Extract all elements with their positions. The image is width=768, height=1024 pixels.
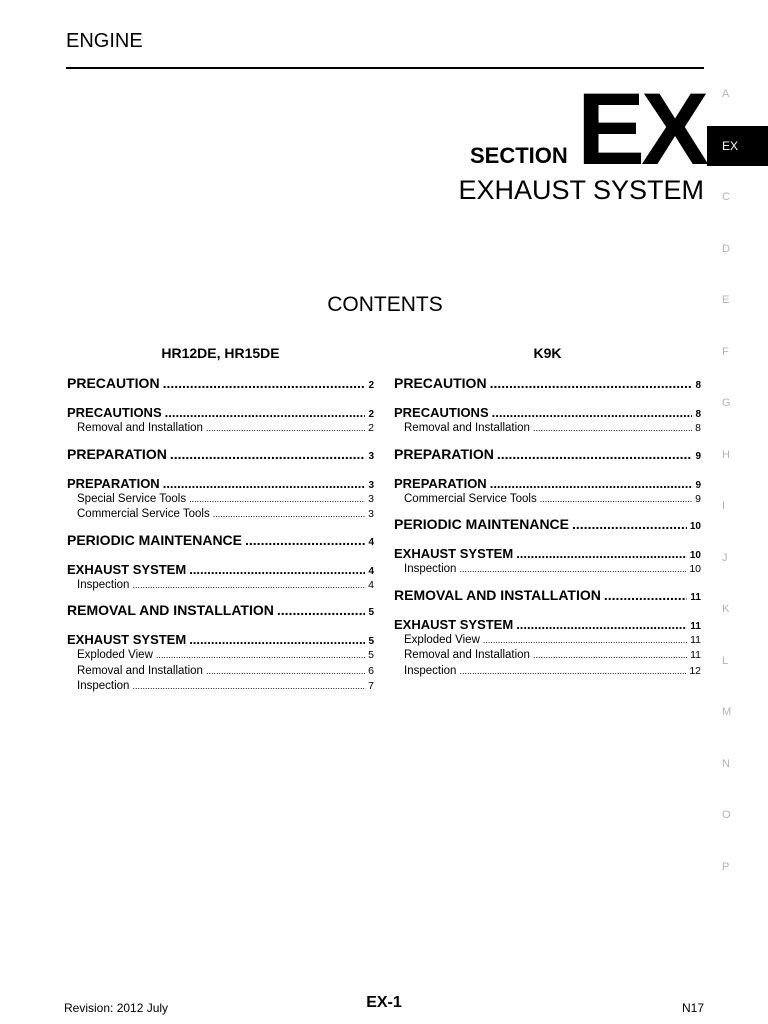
toc-entry-page: 9 <box>695 479 701 491</box>
section-code: EX <box>577 72 706 186</box>
dot-leader <box>206 421 365 437</box>
toc-entry[interactable] <box>394 514 701 535</box>
dot-leader <box>492 404 693 421</box>
toc-entry[interactable] <box>67 421 374 437</box>
header-rule <box>66 67 704 69</box>
toc-entry-page: 8 <box>695 409 701 420</box>
toc-entry-title: REMOVAL AND INSTALLATION <box>394 586 601 603</box>
index-tab-g[interactable]: G <box>722 397 731 409</box>
toc-entry-title: EXHAUST SYSTEM <box>67 561 187 577</box>
dot-leader <box>189 631 365 648</box>
toc-entry-page: 2 <box>368 380 374 391</box>
toc-entry-title: Inspection <box>404 563 457 575</box>
section-label: SECTION <box>470 143 568 168</box>
toc-entry-page: 10 <box>689 550 701 561</box>
toc-entry[interactable] <box>67 404 374 421</box>
index-tab-j[interactable]: J <box>722 551 728 564</box>
index-tab-o[interactable]: O <box>722 809 731 821</box>
section-name: EXHAUST SYSTEM <box>458 175 704 205</box>
index-tab-n[interactable]: N <box>722 757 730 770</box>
toc-entry-page: 5 <box>368 649 374 661</box>
toc-entry[interactable] <box>67 444 374 465</box>
toc-entry-page: 11 <box>690 649 701 661</box>
toc-entry-title: PREPARATION <box>394 445 494 462</box>
contents-title: CONTENTS <box>327 293 443 316</box>
header-title: ENGINE <box>66 30 143 52</box>
toc-entry[interactable] <box>67 631 374 648</box>
toc-entry-page: 4 <box>368 565 374 577</box>
toc-entry[interactable] <box>394 633 701 649</box>
dot-leader <box>497 444 693 465</box>
toc-entry-page: 10 <box>689 521 701 532</box>
toc-entry-page: 2 <box>368 422 374 434</box>
toc-entry[interactable] <box>394 404 701 421</box>
index-tab-a[interactable]: A <box>722 88 730 100</box>
toc-entry[interactable] <box>394 585 701 606</box>
toc-entry-title: Commercial Service Tools <box>404 492 537 505</box>
dot-leader <box>132 679 365 695</box>
toc-entry-title: PREPARATION <box>67 445 167 462</box>
toc-entry[interactable] <box>394 421 701 437</box>
toc-entry-title: PERIODIC MAINTENANCE <box>67 531 243 548</box>
toc-entry-title: PREPARATION <box>394 475 487 491</box>
dot-leader <box>459 664 686 680</box>
toc-entry-title: PREPARATION <box>67 475 160 491</box>
dot-leader <box>170 444 366 465</box>
column-heading: K9K <box>533 345 562 361</box>
toc-entry-page: 10 <box>689 563 701 575</box>
toc-entry-title: Removal and Installation <box>404 649 530 661</box>
toc-entry-title: EXHAUST SYSTEM <box>394 616 514 632</box>
index-tab-ex[interactable]: EX <box>707 126 768 166</box>
toc-entry[interactable] <box>67 530 374 551</box>
toc-entry[interactable] <box>67 600 374 621</box>
dot-leader <box>165 404 366 421</box>
footer-revision: Revision: 2012 July <box>64 1001 169 1015</box>
toc-entry[interactable] <box>394 492 701 508</box>
toc-entry-page: 8 <box>695 422 701 434</box>
dot-leader <box>483 633 687 649</box>
toc-entry-page: 6 <box>368 664 374 677</box>
toc-entry[interactable] <box>394 444 701 465</box>
toc-entry-title: Exploded View <box>404 633 480 646</box>
dot-leader <box>516 545 687 562</box>
toc-entry-title: REMOVAL AND INSTALLATION <box>67 602 274 618</box>
column-heading: HR12DE, HR15DE <box>161 345 280 361</box>
toc-entry-title: Removal and Installation <box>404 422 530 434</box>
toc-entry-title: EXHAUST SYSTEM <box>67 632 187 647</box>
toc-entry-page: 2 <box>368 409 374 420</box>
toc-entry[interactable] <box>394 373 701 394</box>
toc-entry-title: PRECAUTION <box>67 375 160 391</box>
toc-entry-title: PRECAUTION <box>394 375 487 391</box>
toc-entry-title: Commercial Service Tools <box>77 508 210 520</box>
toc-entry-title: Inspection <box>404 664 457 677</box>
toc-entry-page: 3 <box>368 450 374 462</box>
toc-entry-title: Removal and Installation <box>77 422 203 434</box>
toc-entry-title: PERIODIC MAINTENANCE <box>394 516 570 532</box>
dot-leader <box>277 600 366 621</box>
toc-entry[interactable] <box>394 562 701 578</box>
toc-entry-page: 11 <box>690 633 701 646</box>
toc-entry-page: 4 <box>368 536 374 548</box>
toc-entry[interactable] <box>394 664 701 680</box>
toc-entry[interactable] <box>67 373 374 394</box>
toc-entry-page: 7 <box>368 680 374 692</box>
toc-entry[interactable] <box>394 545 701 562</box>
toc-entry[interactable] <box>67 664 374 680</box>
toc-column-k9k <box>394 344 701 679</box>
dot-leader <box>516 616 687 633</box>
toc-entry[interactable] <box>67 679 374 695</box>
toc-entry-title: Inspection <box>77 578 130 591</box>
toc-entry-page: 4 <box>368 578 374 591</box>
index-tab-i[interactable]: I <box>722 500 726 512</box>
toc-entry-title: Inspection <box>77 680 130 692</box>
toc-entry-list <box>67 373 374 695</box>
dot-leader <box>490 373 693 394</box>
toc-entry[interactable] <box>67 578 374 594</box>
index-tab-c[interactable]: C <box>722 191 730 203</box>
dot-leader <box>533 421 692 437</box>
index-tab-e[interactable]: E <box>722 294 730 306</box>
dot-leader <box>163 373 366 394</box>
dot-leader <box>490 475 693 492</box>
toc-entry[interactable] <box>394 648 701 664</box>
toc-entry-page: 3 <box>368 492 374 505</box>
dot-leader <box>189 492 365 508</box>
toc-entry-page: 3 <box>368 479 374 491</box>
dot-leader <box>213 507 365 523</box>
toc-entry-list <box>394 373 701 679</box>
toc-entry[interactable] <box>394 475 701 492</box>
index-tab-m[interactable]: M <box>722 706 732 718</box>
toc-entry[interactable] <box>67 475 374 492</box>
toc-entry-page: 5 <box>368 636 374 647</box>
dot-leader <box>533 648 687 664</box>
dot-leader <box>604 585 688 606</box>
toc-entry-page: 11 <box>690 620 701 632</box>
toc-entry[interactable] <box>67 561 374 578</box>
toc-entry[interactable] <box>67 507 374 523</box>
index-tab-l[interactable]: L <box>722 654 729 667</box>
dot-leader <box>163 475 366 492</box>
toc-entry-title: Removal and Installation <box>77 664 203 677</box>
dot-leader <box>156 648 365 664</box>
index-tab-f[interactable]: F <box>722 345 729 358</box>
dot-leader <box>206 664 365 680</box>
footer-page-number: EX-1 <box>366 994 402 1011</box>
toc-entry-page: 3 <box>368 508 374 520</box>
index-tab-d[interactable]: D <box>722 242 730 255</box>
toc-entry-title: Exploded View <box>77 649 153 661</box>
toc-entry-title: PRECAUTIONS <box>67 405 162 420</box>
toc-entry-page: 9 <box>695 492 701 505</box>
dot-leader <box>540 492 692 508</box>
toc-entry-page: 12 <box>689 664 701 677</box>
dot-leader <box>132 578 365 594</box>
toc-entry-title: Special Service Tools <box>77 492 187 505</box>
dot-leader <box>245 530 365 551</box>
toc-entry-page: 11 <box>690 591 701 603</box>
dot-leader <box>189 561 365 578</box>
index-tab-p[interactable]: P <box>722 860 730 873</box>
toc-entry-page: 5 <box>368 607 374 618</box>
index-tab-k[interactable]: K <box>722 603 730 615</box>
toc-entry[interactable] <box>67 648 374 664</box>
toc-entry-title: PRECAUTIONS <box>394 405 489 420</box>
toc-column-hr12de-hr15de <box>67 344 374 695</box>
dot-leader <box>459 562 686 578</box>
toc-entry[interactable] <box>67 492 374 508</box>
footer-model-code: N17 <box>681 1001 704 1015</box>
toc-entry-title: EXHAUST SYSTEM <box>394 546 514 561</box>
index-tab-h[interactable]: H <box>722 448 730 461</box>
toc-entry-page: 9 <box>695 450 701 462</box>
toc-entry-page: 8 <box>695 380 701 391</box>
toc-entry[interactable] <box>394 616 701 633</box>
dot-leader <box>572 514 687 535</box>
